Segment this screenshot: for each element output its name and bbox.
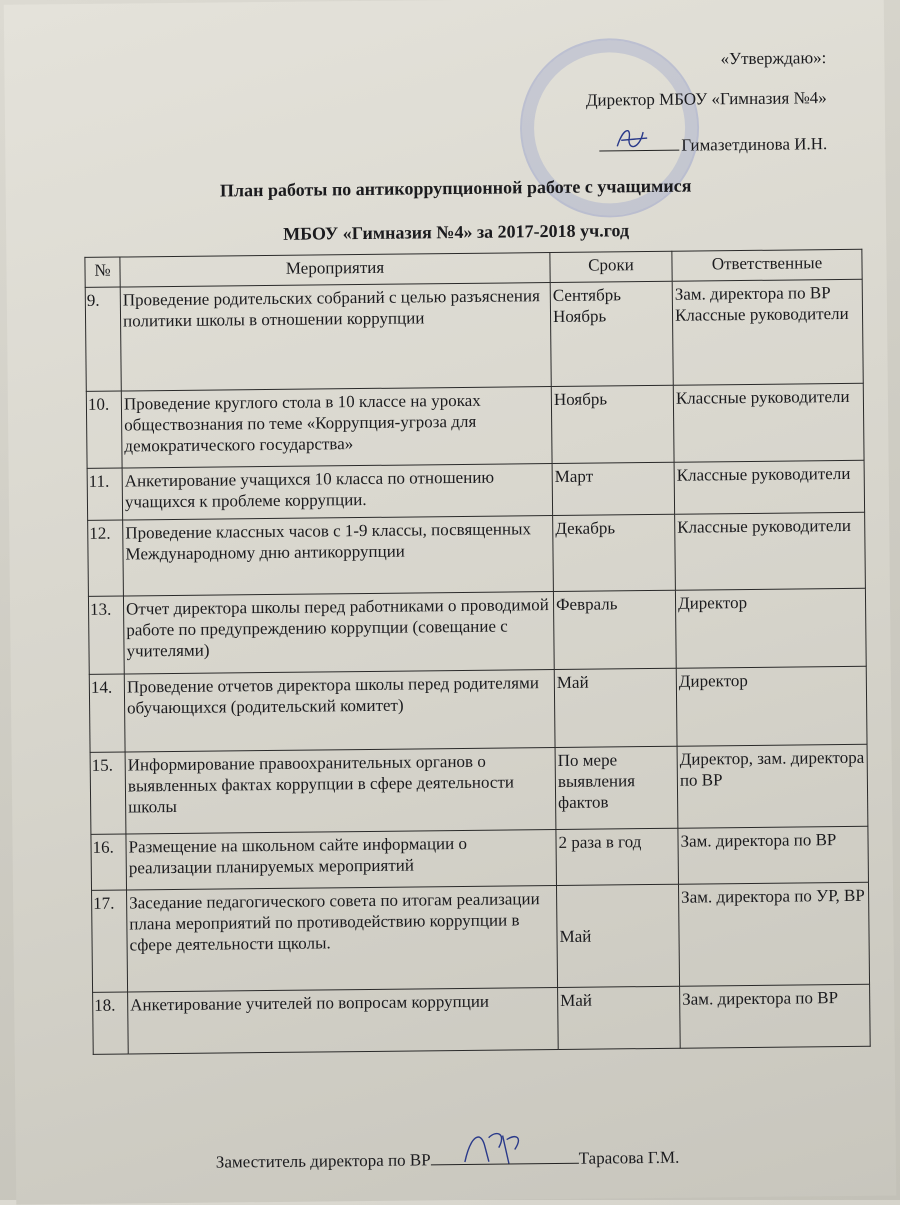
deputy-signature — [431, 1149, 579, 1166]
approve-label: «Утверждаю»: — [720, 48, 827, 69]
row-num: 14. — [89, 674, 125, 752]
row-event: Проведение родительских собраний с целью разъяснения политики школы в отношении коррупции — [120, 283, 551, 391]
row-event: Проведение классных часов с 1-9 классы, посвященных Международному дню антикоррупции — [123, 516, 554, 596]
row-term: Декабрь — [553, 514, 676, 591]
row-term: Февраль — [553, 590, 676, 669]
row-responsible: Директор — [676, 666, 867, 746]
row-term: Ноябрь — [551, 385, 674, 463]
row-term: По мере выявления фактов — [555, 746, 678, 829]
page-title: План работы по антикоррупционной работе с учащимися — [219, 175, 692, 201]
director-position: Директор МБОУ «Гимназия №4» — [585, 88, 827, 110]
footer-signature — [216, 1148, 680, 1173]
table-row — [85, 279, 863, 391]
row-num: 15. — [90, 752, 126, 834]
header-term: Сроки — [550, 251, 672, 282]
header-num: № — [85, 257, 120, 287]
table-row — [86, 383, 864, 468]
row-num: 11. — [87, 468, 123, 520]
row-num: 13. — [88, 596, 124, 674]
table-row — [93, 984, 871, 1054]
header-event: Мероприятия — [120, 253, 550, 288]
row-responsible: Директор — [675, 588, 866, 668]
table-row — [89, 666, 867, 752]
footer-position: Заместитель директора по ВР — [215, 1150, 431, 1172]
row-event: Анкетирование учителей по вопросам коррупции — [128, 987, 559, 1053]
table-row — [92, 882, 870, 992]
row-event: Проведение круглого стола в 10 классе на уроках обществознания по теме «Коррупция-угроза для демократического государства» — [121, 387, 552, 468]
header-responsible: Ответственные — [672, 249, 862, 281]
row-responsible: Зам. директора по ВР Классные руководители — [672, 279, 863, 385]
row-event: Заседание педагогического совета по итогам реализации плана мероприятий по противодействию коррупции в сфере деятельности щколы. — [127, 886, 558, 992]
page-subtitle: МБОУ «Гимназия №4» за 2017-2018 уч.год — [283, 220, 630, 244]
table-row — [91, 826, 869, 890]
row-term: Сентябрь Ноябрь — [550, 281, 673, 386]
director-signature — [599, 136, 679, 152]
row-event: Размещение на школьном сайте информации о реализации планируемых мероприятий — [126, 830, 557, 890]
row-responsible: Классные руководители — [675, 512, 866, 590]
row-num: 10. — [86, 391, 122, 468]
row-responsible: Директор, зам. директора по ВР — [677, 744, 868, 828]
document-sheet — [4, 0, 897, 1205]
row-num: 9. — [85, 287, 121, 391]
row-event: Анкетирование учащихся 10 класса по отношению учащихся к проблеме коррупции. — [122, 464, 553, 521]
footer-name: Тарасова Г.М. — [578, 1147, 680, 1168]
director-signature-line — [599, 134, 827, 156]
row-responsible: Классные руководители — [673, 383, 864, 462]
table-row — [88, 588, 866, 674]
table-row — [90, 744, 868, 834]
row-term: Май — [554, 668, 677, 747]
row-responsible: Зам. директора по УР, ВР — [678, 882, 869, 986]
table-row — [88, 512, 866, 596]
row-num: 12. — [88, 520, 124, 596]
row-event: Информирование правоохранительных органов о выявленных фактах коррупции в сфере деятельности школы — [125, 748, 556, 834]
row-term: Май — [556, 884, 679, 987]
row-responsible: Зам. директора по ВР — [678, 826, 869, 884]
row-responsible: Классные руководители — [674, 460, 865, 514]
row-num: 17. — [92, 890, 128, 992]
row-num: 18. — [93, 992, 129, 1054]
row-event: Отчет директора школы перед работниками о проводимой работе по предупреждению коррупции (совещание с учителями) — [123, 592, 554, 674]
row-num: 16. — [91, 834, 127, 890]
row-responsible: Зам. директора по ВР — [680, 984, 871, 1048]
row-term: 2 раза в год — [556, 828, 679, 885]
row-event: Проведение отчетов директора школы перед родителями обучающихся (родительский комитет) — [124, 670, 555, 752]
table-row — [87, 460, 865, 520]
row-term: Май — [558, 986, 681, 1049]
plan-table — [84, 249, 870, 1055]
director-name: Гимазетдинова И.Н. — [681, 134, 828, 155]
row-term: Март — [552, 462, 675, 515]
